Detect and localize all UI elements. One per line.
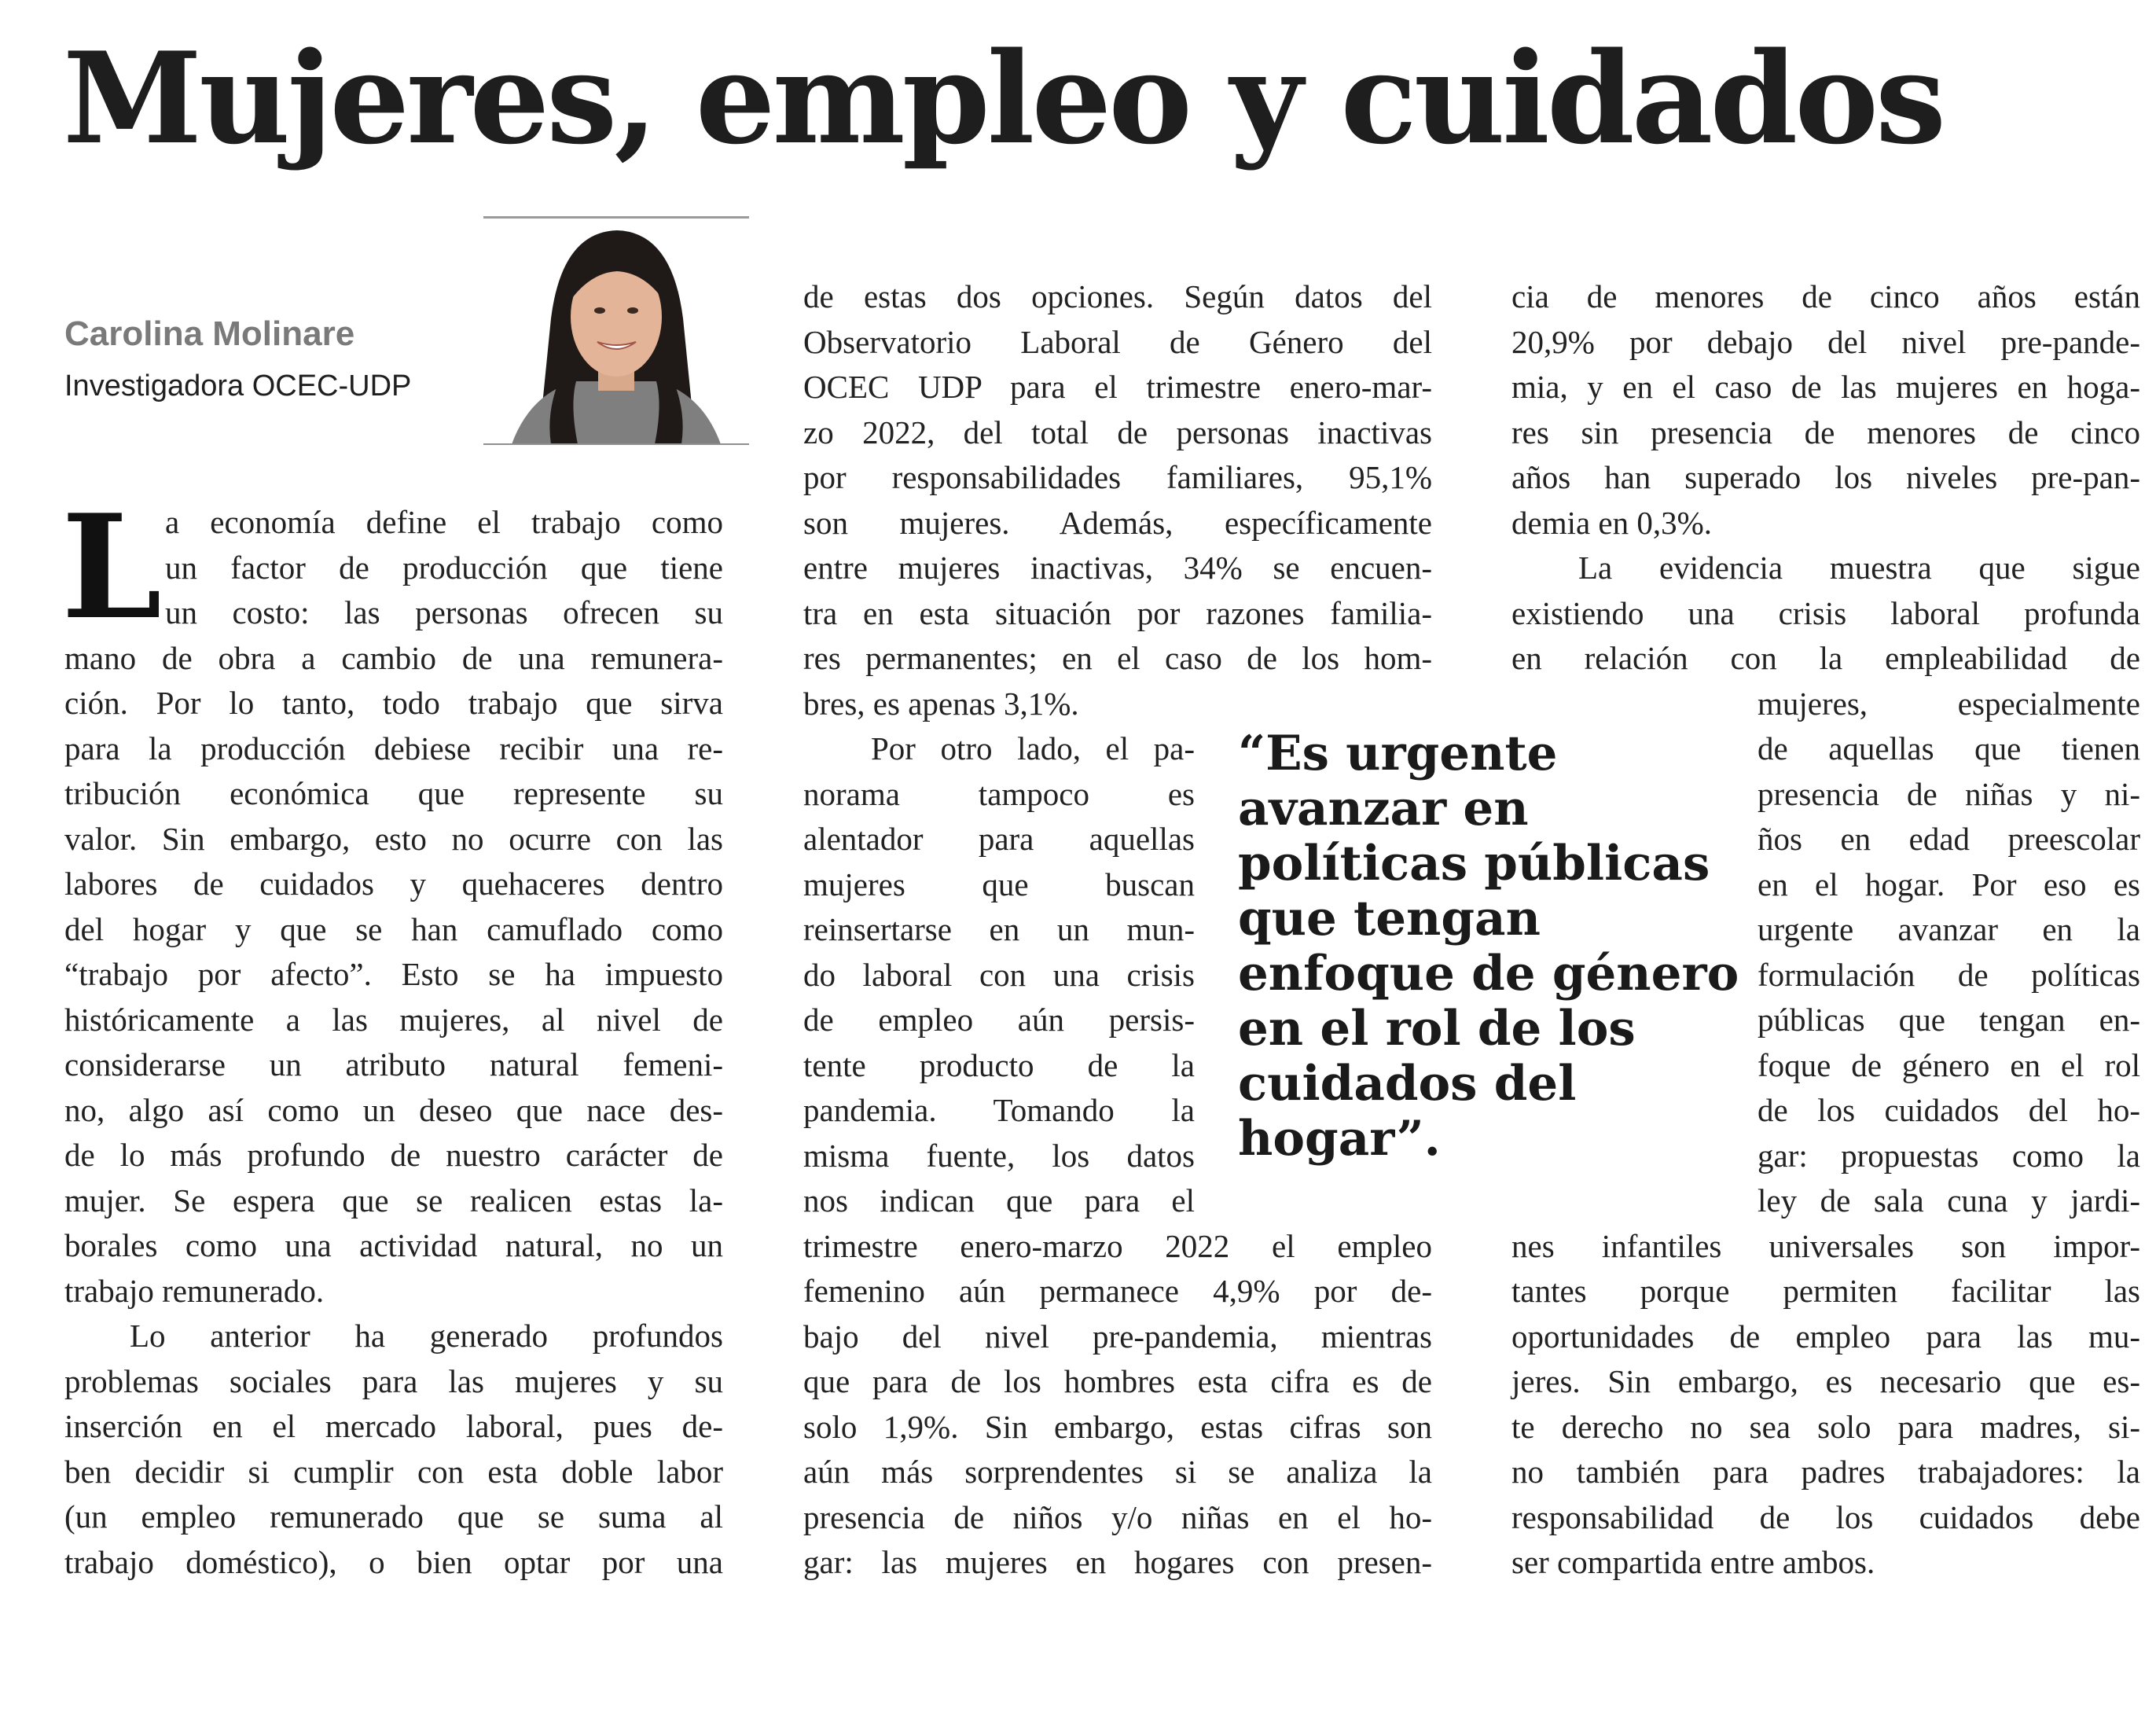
text-line: trabajo doméstico), o bien optar por una [64, 1544, 723, 1580]
text-line: públicas que tengan en- [1757, 1002, 2140, 1038]
text-line: urgente avanzar en la [1757, 911, 2140, 947]
text-line: históricamente a las mujeres, al nivel de [64, 1002, 723, 1038]
text-line: labores de cuidados y quehaceres dentro [64, 866, 723, 902]
text-line: ños en edad preescolar [1757, 821, 2140, 857]
text-line: gar: las mujeres en hogares con presen- [803, 1544, 1432, 1580]
text-line: presencia de niños y/o niñas en el ho- [803, 1499, 1432, 1535]
text-line: en relación con la empleabilidad de [1511, 640, 2140, 676]
text-line: no, algo así como un deseo que nace des- [64, 1092, 723, 1128]
text-line: mano de obra a cambio de una remunera- [64, 640, 723, 676]
text-line: de los cuidados del ho- [1757, 1092, 2140, 1128]
text-line: tribución económica que represente su [64, 775, 723, 811]
text-line: zo 2022, del total de personas inactivas [803, 414, 1432, 450]
text-line: de estas dos opciones. Según datos del [803, 278, 1432, 314]
text-line: años han superado los niveles pre-pan- [1511, 459, 2140, 495]
text-line: pandemia. Tomando la [803, 1092, 1195, 1128]
text-line: problemas sociales para las mujeres y su [64, 1363, 723, 1399]
text-line: res permanentes; en el caso de los hom- [803, 640, 1432, 676]
pull-quote-line: en el rol de los [1238, 1001, 1636, 1057]
pull-quote-line: avanzar en [1238, 781, 1529, 836]
text-line: gar: propuestas como la [1757, 1138, 2140, 1174]
text-line: Por otro lado, el pa- [871, 730, 1195, 766]
text-line: do laboral con una crisis [803, 957, 1195, 993]
text-line: responsabilidad de los cuidados debe [1511, 1499, 2140, 1535]
text-line: por responsabilidades familiares, 95,1% [803, 459, 1432, 495]
text-line: nes infantiles universales son impor- [1511, 1228, 2140, 1264]
text-line: solo 1,9%. Sin embargo, estas cifras son [803, 1409, 1432, 1445]
text-line: trimestre enero-marzo 2022 el empleo [803, 1228, 1432, 1264]
text-line: mujeres que buscan [803, 866, 1195, 902]
text-line: presencia de niñas y ni- [1757, 776, 2140, 812]
text-line: res sin presencia de menores de cinco [1511, 414, 2140, 450]
text-line: de aquellas que tienen [1757, 730, 2140, 766]
text-line: femenino aún permanece 4,9% por de- [803, 1273, 1432, 1309]
text-line: bres, es apenas 3,1%. [803, 686, 1079, 722]
text-line: para la producción debiese recibir una re- [64, 730, 723, 766]
text-line: demia en 0,3%. [1511, 505, 1713, 541]
author-photo [483, 224, 749, 444]
photo-bottom-rule [483, 443, 749, 445]
text-line: cia de menores de cinco años están [1511, 278, 2140, 314]
pull-quote-line: que tengan [1238, 891, 1541, 947]
text-line: foque de género en el rol [1757, 1047, 2140, 1083]
text-line: aún más sorprendentes si se analiza la [803, 1454, 1432, 1490]
text-line: alentador para aquellas [803, 821, 1195, 857]
pull-quote-line: políticas públicas [1238, 836, 1710, 891]
text-line: considerarse un atributo natural femeni- [64, 1046, 723, 1083]
text-line: valor. Sin embargo, esto no ocurre con las [64, 821, 723, 857]
text-line: entre mujeres inactivas, 34% se encuen- [803, 550, 1432, 586]
text-line: 20,9% por debajo del nivel pre-pande- [1511, 324, 2140, 360]
text-line: oportunidades de empleo para las mu- [1511, 1318, 2140, 1355]
text-line: formulación de políticas [1757, 957, 2140, 993]
text-line: reinsertarse en un mun- [803, 911, 1195, 947]
text-line: que para de los hombres esta cifra es de [803, 1363, 1432, 1399]
text-line: OCEC UDP para el trimestre enero-mar- [803, 369, 1432, 405]
text-line: a economía define el trabajo como [165, 504, 723, 540]
text-line: ben decidir si cumplir con esta doble labor [64, 1454, 723, 1490]
text-line: mia, y en el caso de las mujeres en hoga- [1511, 369, 2140, 405]
text-line: mujeres, especialmente [1757, 686, 2140, 722]
text-line: del hogar y que se han camuflado como [64, 911, 723, 947]
text-line: Lo anterior ha generado profundos [130, 1318, 723, 1354]
text-line: jeres. Sin embargo, es necesario que es- [1511, 1363, 2140, 1399]
text-line: son mujeres. Además, específicamente [803, 505, 1432, 541]
text-line: un factor de producción que tiene [165, 550, 723, 586]
text-line: Observatorio Laboral de Género del [803, 324, 1432, 360]
text-line: existiendo una crisis laboral profunda [1511, 595, 2140, 631]
text-line: ley de sala cuna y jardi- [1757, 1182, 2140, 1219]
text-line: (un empleo remunerado que se suma al [64, 1498, 723, 1535]
text-line: bajo del nivel pre-pandemia, mientras [803, 1318, 1432, 1355]
pull-quote-line: hogar”. [1238, 1111, 1441, 1167]
pull-quote-line: cuidados del [1238, 1056, 1577, 1112]
pull-quote [1238, 726, 1739, 1167]
text-line: tente producto de la [803, 1047, 1195, 1083]
text-line: tantes porque permiten facilitar las [1511, 1273, 2140, 1309]
text-line: mujer. Se espera que se realicen estas la- [64, 1182, 723, 1219]
text-line: en el hogar. Por eso es [1757, 866, 2140, 902]
text-line: ser compartida entre ambos. [1511, 1544, 1875, 1580]
text-line: “trabajo por afecto”. Esto se ha impuesto [64, 956, 723, 992]
pull-quote-line: enfoque de género [1238, 946, 1739, 1002]
pull-quote-line: “Es urgente [1238, 726, 1558, 781]
text-line: inserción en el mercado laboral, pues de- [64, 1408, 723, 1444]
text-line: nos indican que para el [803, 1182, 1195, 1219]
text-line: misma fuente, los datos [803, 1138, 1195, 1174]
text-line: un costo: las personas ofrecen su [165, 594, 723, 630]
author-name: Carolina Molinare [64, 314, 355, 353]
text-line: te derecho no sea solo para madres, si- [1511, 1409, 2140, 1445]
article-headline: Mujeres, empleo y cuidados [63, 24, 1944, 172]
author-role: Investigadora OCEC-UDP [64, 369, 412, 403]
text-line: de lo más profundo de nuestro carácter de [64, 1137, 723, 1173]
text-line: de empleo aún persis- [803, 1002, 1195, 1038]
text-line: trabajo remunerado. [64, 1273, 325, 1309]
text-line: no también para padres trabajadores: la [1511, 1454, 2140, 1490]
text-line: tra en esta situación por razones familia- [803, 595, 1432, 631]
text-line: borales como una actividad natural, no un [64, 1227, 723, 1263]
text-line: ción. Por lo tanto, todo trabajo que sirva [64, 685, 723, 721]
drop-cap: L [61, 483, 162, 651]
photo-top-rule [483, 216, 749, 219]
text-line: norama tampoco es [803, 776, 1195, 812]
text-line: La evidencia muestra que sigue [1578, 550, 2140, 586]
